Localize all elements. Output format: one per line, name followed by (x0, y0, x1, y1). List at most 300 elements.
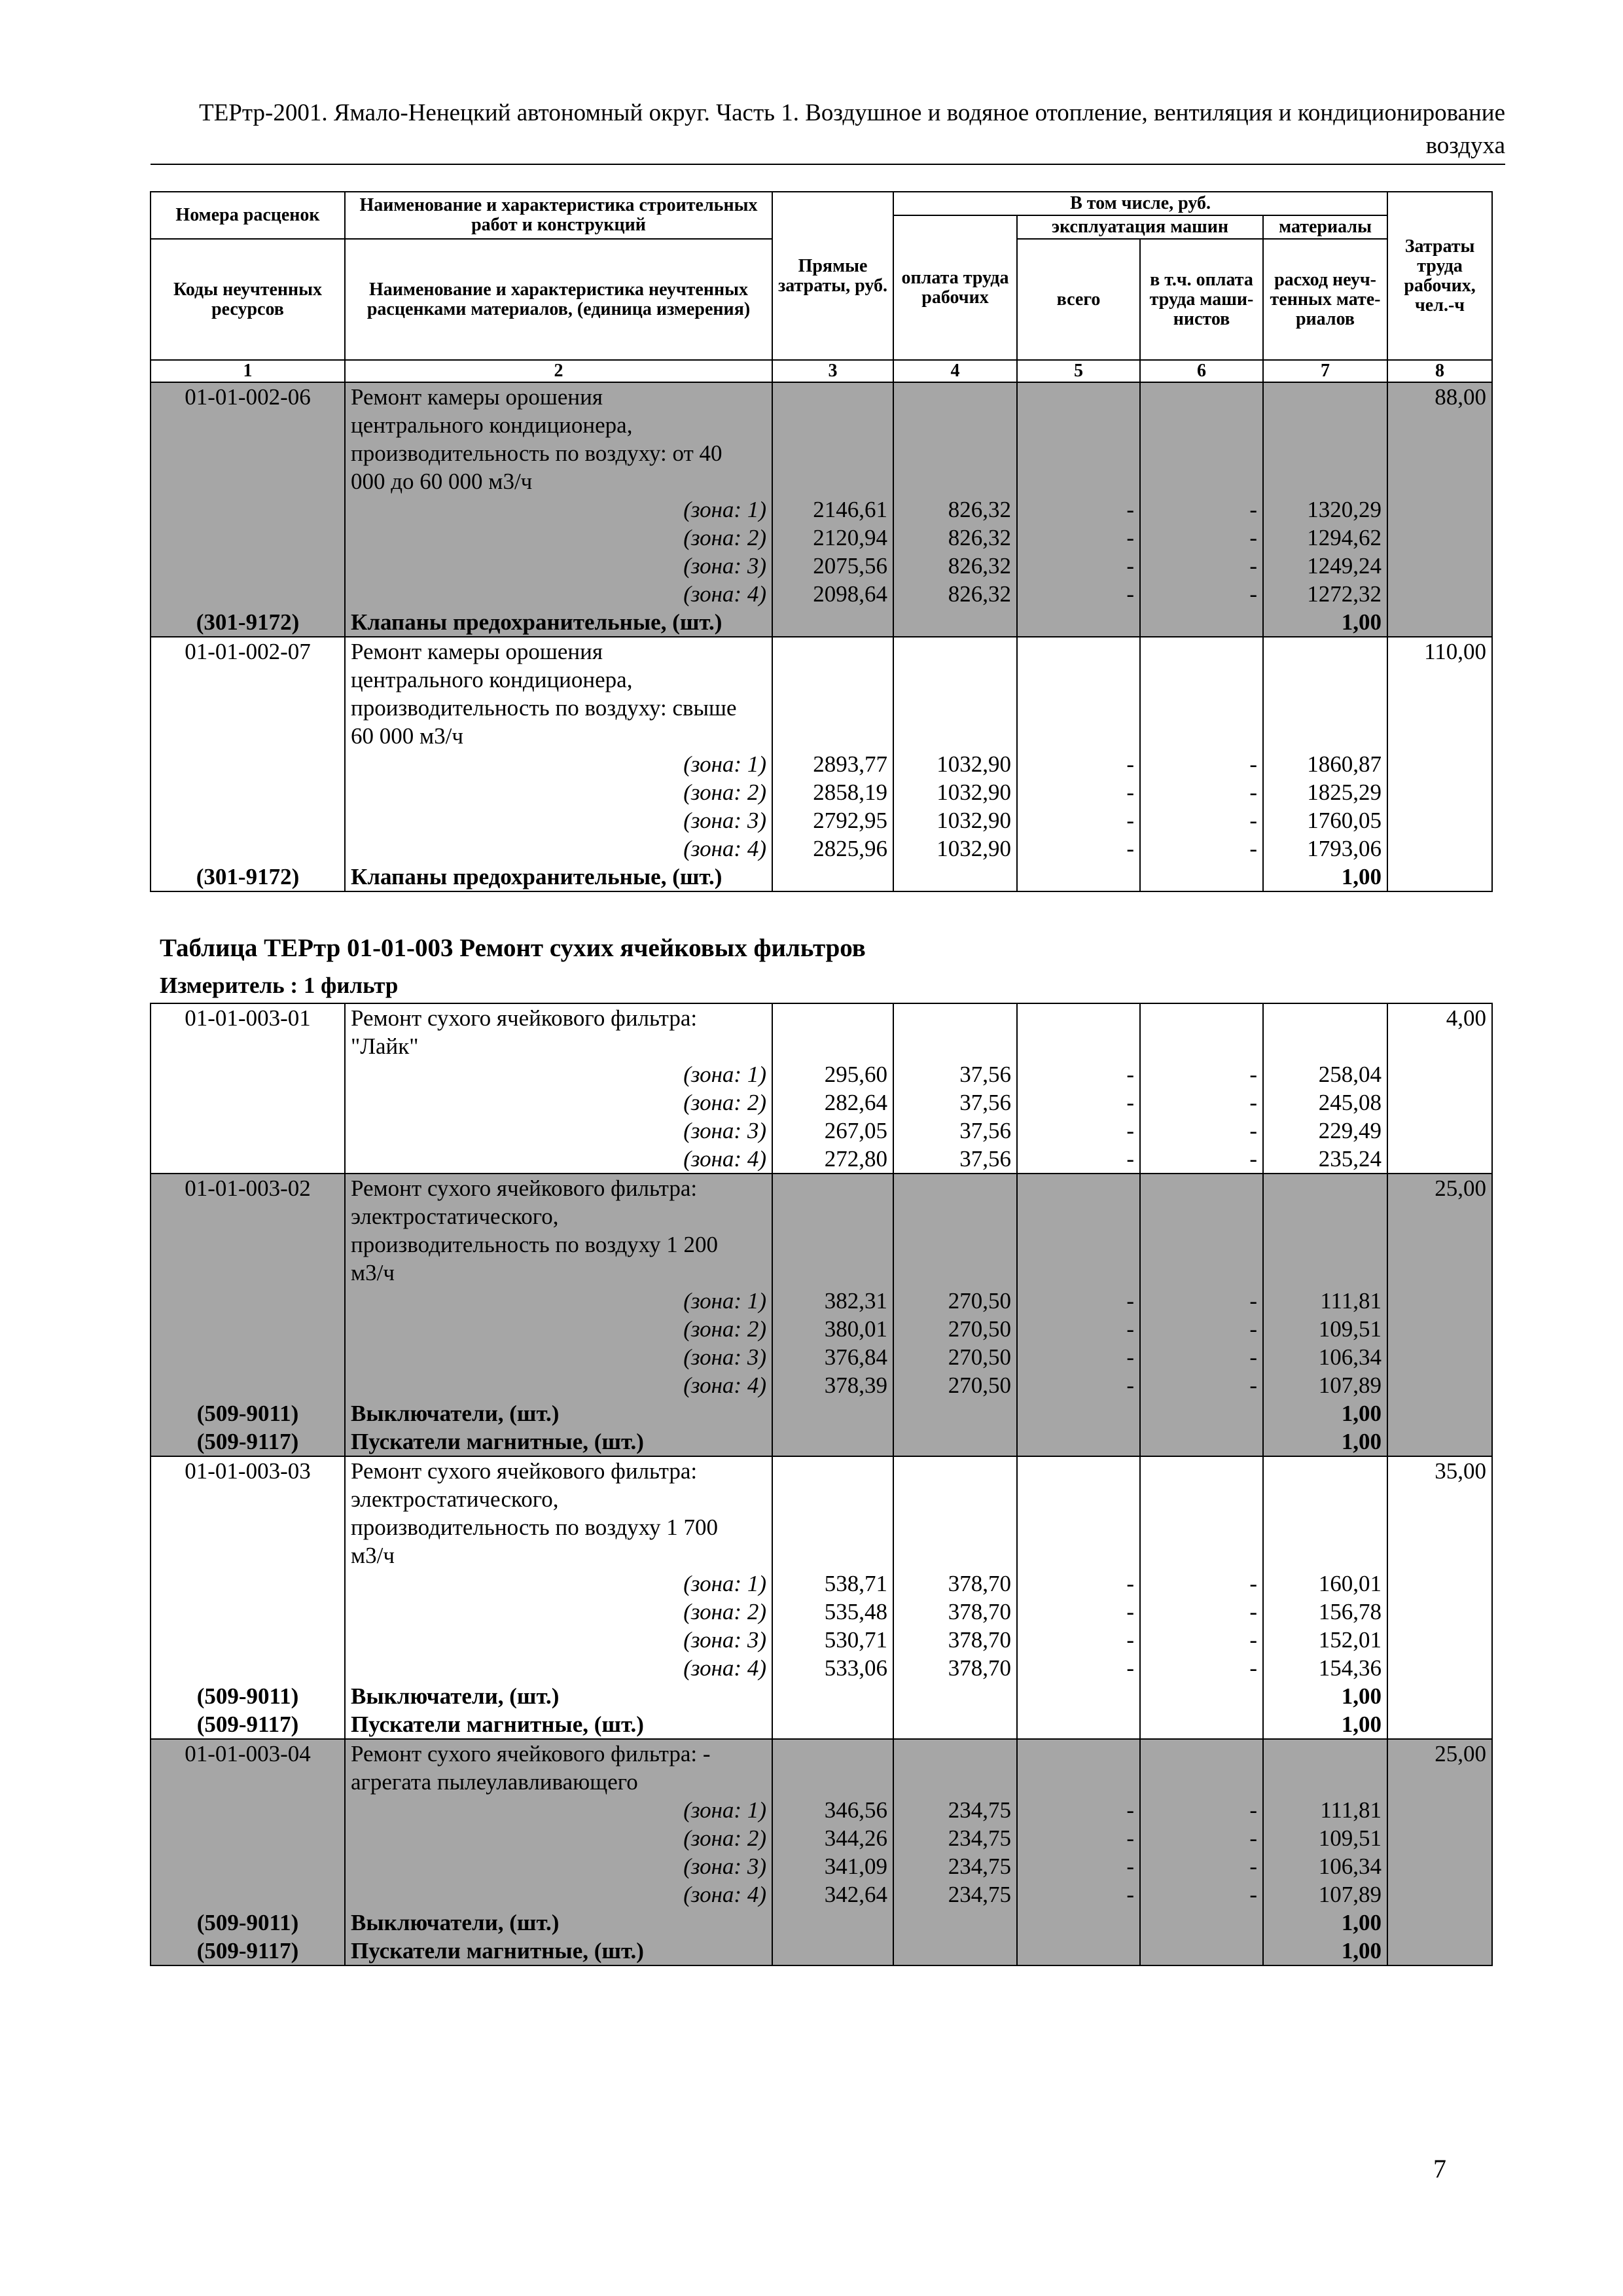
spacer (1269, 1004, 1382, 1032)
spacer (899, 1740, 1011, 1768)
spacer (778, 1457, 887, 1485)
value-cell (1263, 1174, 1387, 1456)
labor-pay: 378,70 (948, 1571, 1011, 1596)
spacer (156, 1654, 339, 1682)
labor-value: 35,00 (1435, 1458, 1486, 1484)
spacer (778, 1259, 887, 1287)
spacer (899, 1682, 1011, 1710)
rate-description-cell (345, 1739, 772, 1965)
spacer (1269, 411, 1382, 439)
spacer (1146, 1682, 1257, 1710)
rates-table-1 (150, 191, 1493, 892)
spacer (1146, 1541, 1257, 1570)
rate-code: 01-01-003-02 (185, 1175, 311, 1201)
col-num: 5 (1017, 360, 1140, 382)
direct-cost: 342,64 (824, 1882, 887, 1907)
description-line: центрального кондиционера, (351, 412, 633, 438)
spacer (778, 467, 887, 495)
spacer (1269, 383, 1382, 411)
machinists-pay: - (1249, 836, 1257, 861)
spacer (1146, 411, 1257, 439)
machines-total: - (1126, 1655, 1134, 1681)
direct-cost: 376,84 (824, 1344, 887, 1370)
machines-total: - (1126, 1571, 1134, 1596)
materials-cost: 1825,29 (1307, 780, 1382, 805)
spacer (899, 1909, 1011, 1937)
machines-total: - (1126, 836, 1134, 861)
zone-label: (зона: 4) (683, 1146, 766, 1172)
zone-label: (зона: 3) (683, 1627, 766, 1653)
spacer (778, 1541, 887, 1570)
resource-name: Клапаны предохранительные, (шт.) (351, 864, 722, 889)
column-numbers-row (151, 360, 1492, 382)
rate-code-cell (151, 1739, 345, 1965)
spacer (1146, 863, 1257, 891)
value-cell (772, 382, 893, 637)
spacer (156, 1088, 339, 1117)
value-cell (893, 1739, 1017, 1965)
value-cell (893, 1174, 1017, 1456)
spacer (156, 580, 339, 608)
labor-pay: 1032,90 (936, 836, 1011, 861)
labor-pay: 826,32 (948, 525, 1011, 550)
spacer (778, 863, 887, 891)
spacer (1146, 467, 1257, 495)
direct-cost: 538,71 (824, 1571, 887, 1596)
spacer (778, 666, 887, 694)
spacer (156, 1513, 339, 1541)
description-line: Ремонт сухого ячейкового фильтра: (351, 1458, 698, 1484)
value-cell (1263, 637, 1387, 891)
spacer (1146, 637, 1257, 666)
resource-qty: 1,00 (1341, 1429, 1382, 1454)
labor-pay: 234,75 (948, 1797, 1011, 1823)
value-cell (1017, 1174, 1140, 1456)
labor-pay: 378,70 (948, 1627, 1011, 1653)
direct-cost: 378,39 (824, 1372, 887, 1398)
spacer (899, 1202, 1011, 1230)
spacer (778, 1768, 887, 1796)
machines-total: - (1126, 1062, 1134, 1087)
spacer (1023, 666, 1134, 694)
spacer (1023, 467, 1134, 495)
resource-name: Пускатели магнитные, (шт.) (351, 1429, 644, 1454)
spacer (899, 1710, 1011, 1738)
spacer (778, 1004, 887, 1032)
spacer (156, 1230, 339, 1259)
spacer (156, 1541, 339, 1570)
zone-label: (зона: 4) (683, 836, 766, 861)
spacer (1023, 1513, 1134, 1541)
description-line: производительность по воздуху 1 200 (351, 1232, 718, 1257)
rate-row (151, 637, 1492, 891)
measure-line: Измеритель : 1 фильтр (160, 973, 399, 998)
spacer (1023, 863, 1134, 891)
col-num: 8 (1387, 360, 1492, 382)
spacer (899, 608, 1011, 636)
spacer (156, 552, 339, 580)
resource-name: Выключатели, (шт.) (351, 1683, 560, 1709)
direct-cost: 2120,94 (813, 525, 887, 550)
machinists-pay: - (1249, 1882, 1257, 1907)
labor-pay: 234,75 (948, 1882, 1011, 1907)
resource-qty: 1,00 (1341, 609, 1382, 635)
spacer (1146, 1399, 1257, 1427)
description-line: производительность по воздуху: свыше (351, 695, 737, 721)
zone-label: (зона: 2) (683, 1316, 766, 1342)
resource-code: (509-9011) (196, 1683, 299, 1709)
rate-code-cell (151, 1003, 345, 1174)
spacer (156, 834, 339, 863)
machinists-pay: - (1249, 1372, 1257, 1398)
spacer (156, 1060, 339, 1088)
resource-code: (301-9172) (196, 864, 300, 889)
zone-label: (зона: 4) (683, 581, 766, 607)
spacer (778, 1740, 887, 1768)
spacer (778, 411, 887, 439)
spacer (1023, 1485, 1134, 1513)
direct-cost: 535,48 (824, 1599, 887, 1624)
spacer (156, 694, 339, 722)
col-num: 4 (893, 360, 1017, 382)
materials-cost: 1760,05 (1307, 808, 1382, 833)
rate-row (151, 1456, 1492, 1739)
machines-total: - (1126, 1288, 1134, 1314)
resource-qty: 1,00 (1341, 1401, 1382, 1426)
description-line: "Лайк" (351, 1033, 419, 1059)
spacer (156, 1343, 339, 1371)
spacer (1269, 637, 1382, 666)
spacer (1146, 722, 1257, 750)
spacer (1269, 666, 1382, 694)
spacer (1146, 1909, 1257, 1937)
description-line: центрального кондиционера, (351, 667, 633, 692)
value-cell (893, 1003, 1017, 1174)
machinists-pay: - (1249, 1118, 1257, 1143)
rate-code-cell (151, 1174, 345, 1456)
rate-code-cell (151, 637, 345, 891)
value-cell (1263, 1739, 1387, 1965)
value-cell (1140, 1174, 1263, 1456)
resource-code: (509-9117) (196, 1429, 299, 1454)
zone-label: (зона: 3) (683, 553, 766, 579)
spacer (1023, 637, 1134, 666)
value-cell (1263, 1003, 1387, 1174)
rate-code: 01-01-002-06 (185, 384, 311, 410)
rate-row (151, 1003, 1492, 1174)
spacer (156, 778, 339, 806)
spacer (899, 1427, 1011, 1456)
spacer (156, 524, 339, 552)
machinists-pay: - (1249, 553, 1257, 579)
value-cell (1017, 1003, 1140, 1174)
spacer (778, 1710, 887, 1738)
value-cell (772, 1003, 893, 1174)
rate-description-cell (345, 382, 772, 637)
machinists-pay: - (1249, 1825, 1257, 1851)
machinists-pay: - (1249, 1599, 1257, 1624)
direct-cost: 2825,96 (813, 836, 887, 861)
labor-value: 88,00 (1435, 384, 1487, 410)
description-line: Ремонт камеры орошения (351, 639, 603, 664)
spacer (1269, 694, 1382, 722)
spacer (1023, 1230, 1134, 1259)
materials-cost: 1320,29 (1307, 497, 1382, 522)
spacer (1146, 1710, 1257, 1738)
description-line: Ремонт сухого ячейкового фильтра: (351, 1175, 698, 1201)
rates-table-2 (150, 1003, 1493, 1966)
spacer (1146, 383, 1257, 411)
labor-pay: 826,32 (948, 553, 1011, 579)
zone-label: (зона: 2) (683, 525, 766, 550)
materials-cost: 107,89 (1318, 1372, 1382, 1398)
machines-total: - (1126, 1316, 1134, 1342)
spacer (1023, 1740, 1134, 1768)
spacer (1146, 608, 1257, 636)
value-cell (1017, 637, 1140, 891)
spacer (156, 1824, 339, 1852)
value-cell (893, 1456, 1017, 1739)
description-line: производительность по воздуху: от 40 (351, 440, 722, 466)
materials-cost: 111,81 (1320, 1288, 1382, 1314)
labor-pay: 37,56 (959, 1062, 1011, 1087)
machinists-pay: - (1249, 1288, 1257, 1314)
direct-cost: 341,09 (824, 1854, 887, 1879)
value-cell (893, 382, 1017, 637)
zone-label: (зона: 2) (683, 1825, 766, 1851)
spacer (1269, 439, 1382, 467)
labor-value: 25,00 (1435, 1175, 1486, 1201)
resource-name: Пускатели магнитные, (шт.) (351, 1938, 644, 1964)
description-line: м3/ч (351, 1543, 395, 1568)
machines-total: - (1126, 1344, 1134, 1370)
rate-description-cell (345, 1003, 772, 1174)
spacer (1146, 1004, 1257, 1032)
spacer (156, 1117, 339, 1145)
zone-label: (зона: 2) (683, 1599, 766, 1624)
spacer (156, 1768, 339, 1796)
machinists-pay: - (1249, 1344, 1257, 1370)
value-cell (1140, 1456, 1263, 1739)
col-rashod: расход неуч-тенных мате-риалов (1263, 239, 1387, 360)
col-zatraty: Затраты труда рабочих, чел.-ч (1387, 192, 1492, 360)
col-num: 1 (151, 360, 345, 382)
machinists-pay: - (1249, 497, 1257, 522)
direct-cost: 267,05 (824, 1118, 887, 1143)
materials-cost: 1249,24 (1307, 553, 1382, 579)
materials-cost: 109,51 (1318, 1316, 1382, 1342)
spacer (1146, 1485, 1257, 1513)
materials-cost: 1860,87 (1307, 751, 1382, 777)
labor-pay: 270,50 (948, 1344, 1011, 1370)
direct-cost: 2075,56 (813, 553, 887, 579)
direct-cost: 380,01 (824, 1316, 887, 1342)
zone-label: (зона: 1) (683, 1797, 766, 1823)
labor-pay: 234,75 (948, 1854, 1011, 1879)
machines-total: - (1126, 1825, 1134, 1851)
spacer (156, 1315, 339, 1343)
value-cell (1387, 1174, 1492, 1456)
spacer (1023, 1202, 1134, 1230)
spacer (1269, 1740, 1382, 1768)
machinists-pay: - (1249, 1854, 1257, 1879)
resource-code: (509-9011) (196, 1910, 299, 1935)
resource-qty: 1,00 (1341, 864, 1382, 889)
machines-total: - (1126, 1627, 1134, 1653)
machinists-pay: - (1249, 1146, 1257, 1172)
spacer (778, 722, 887, 750)
col-oplata: оплата труда рабочих (893, 215, 1017, 360)
machines-total: - (1126, 1090, 1134, 1115)
machinists-pay: - (1249, 1655, 1257, 1681)
labor-pay: 378,70 (948, 1599, 1011, 1624)
zone-label: (зона: 3) (683, 1344, 766, 1370)
col-ekspl: эксплуатация машин (1017, 215, 1263, 239)
spacer (156, 467, 339, 495)
rate-code: 01-01-003-03 (185, 1458, 311, 1484)
zone-label: (зона: 3) (683, 1118, 766, 1143)
spacer (899, 666, 1011, 694)
resource-qty: 1,00 (1341, 1712, 1382, 1737)
direct-cost: 382,31 (824, 1288, 887, 1314)
machinists-pay: - (1249, 1627, 1257, 1653)
machines-total: - (1126, 525, 1134, 550)
value-cell (772, 1739, 893, 1965)
description-line: Ремонт сухого ячейкового фильтра: (351, 1005, 698, 1031)
direct-cost: 2792,95 (813, 808, 887, 833)
rate-code: 01-01-003-01 (185, 1005, 311, 1031)
spacer (778, 1937, 887, 1965)
spacer (1023, 1032, 1134, 1060)
spacer (899, 411, 1011, 439)
col-pryamye: Прямые затраты, руб. (772, 192, 893, 360)
spacer (1146, 1768, 1257, 1796)
spacer (156, 1202, 339, 1230)
rate-row (151, 382, 1492, 637)
zone-label: (зона: 4) (683, 1882, 766, 1907)
spacer (1023, 1457, 1134, 1485)
machinists-pay: - (1249, 1571, 1257, 1596)
description-line: агрегата пылеулавливающего (351, 1769, 638, 1795)
spacer (1023, 1710, 1134, 1738)
materials-cost: 1272,32 (1307, 581, 1382, 607)
machines-total: - (1126, 1797, 1134, 1823)
description-line: электростатического, (351, 1204, 559, 1229)
spacer (1146, 439, 1257, 467)
spacer (1023, 1768, 1134, 1796)
materials-cost: 109,51 (1318, 1825, 1382, 1851)
spacer (156, 1570, 339, 1598)
zone-label: (зона: 3) (683, 808, 766, 833)
materials-cost: 106,34 (1318, 1344, 1382, 1370)
value-cell (1017, 1456, 1140, 1739)
value-cell (772, 637, 893, 891)
col-num: 2 (345, 360, 772, 382)
machinists-pay: - (1249, 751, 1257, 777)
zone-label: (зона: 1) (683, 1288, 766, 1314)
spacer (1269, 1032, 1382, 1060)
value-cell (1140, 382, 1263, 637)
spacer (1023, 1427, 1134, 1456)
spacer (778, 1399, 887, 1427)
machines-total: - (1126, 1882, 1134, 1907)
value-cell (1140, 1739, 1263, 1965)
machinists-pay: - (1249, 525, 1257, 550)
description-line: Ремонт камеры орошения (351, 384, 603, 410)
spacer (899, 1541, 1011, 1570)
col-vtch: в т.ч. оплата труда маши-нистов (1140, 239, 1263, 360)
resource-code: (509-9011) (196, 1401, 299, 1426)
spacer (1146, 1937, 1257, 1965)
col-kody: Коды неучтенных ресурсов (151, 239, 345, 360)
resource-name: Клапаны предохранительные, (шт.) (351, 609, 722, 635)
rate-code: 01-01-002-07 (185, 639, 311, 664)
spacer (778, 1513, 887, 1541)
col-num: 3 (772, 360, 893, 382)
labor-pay: 1032,90 (936, 780, 1011, 805)
spacer (1269, 467, 1382, 495)
spacer (899, 1399, 1011, 1427)
spacer (1023, 1541, 1134, 1570)
spacer (1023, 1004, 1134, 1032)
spacer (1023, 1399, 1134, 1427)
machines-total: - (1126, 1118, 1134, 1143)
value-cell (1017, 1739, 1140, 1965)
spacer (1023, 1259, 1134, 1287)
materials-cost: 156,78 (1318, 1599, 1382, 1624)
resource-code: (509-9117) (196, 1938, 299, 1964)
value-cell (772, 1456, 893, 1739)
spacer (1146, 1174, 1257, 1202)
spacer (1146, 666, 1257, 694)
spacer (1023, 411, 1134, 439)
spacer (156, 1371, 339, 1399)
machinists-pay: - (1249, 808, 1257, 833)
zone-label: (зона: 1) (683, 1062, 766, 1087)
col-num: 7 (1263, 360, 1387, 382)
spacer (156, 439, 339, 467)
value-cell (1387, 1739, 1492, 1965)
rate-description-cell (345, 1456, 772, 1739)
machinists-pay: - (1249, 1062, 1257, 1087)
col-naim: Наименование и характеристика строительных работ и конструкций (345, 192, 772, 239)
value-cell (1387, 382, 1492, 637)
spacer (1146, 1457, 1257, 1485)
page-number: 7 (1433, 2154, 1446, 2183)
spacer (156, 1259, 339, 1287)
spacer (778, 383, 887, 411)
rate-description-cell (345, 1174, 772, 1456)
spacer (1269, 1259, 1382, 1287)
resource-qty: 1,00 (1341, 1910, 1382, 1935)
table-header (151, 192, 1492, 382)
resource-name: Выключатели, (шт.) (351, 1910, 560, 1935)
description-line: Ремонт сухого ячейкового фильтра: - (351, 1741, 711, 1767)
zone-label: (зона: 4) (683, 1372, 766, 1398)
materials-cost: 154,36 (1318, 1655, 1382, 1681)
description-line: м3/ч (351, 1260, 395, 1285)
spacer (1023, 1937, 1134, 1965)
description-line: электростатического, (351, 1486, 559, 1512)
description-line: 60 000 м3/ч (351, 723, 463, 749)
spacer (1146, 1202, 1257, 1230)
labor-pay: 1032,90 (936, 751, 1011, 777)
spacer (1023, 1682, 1134, 1710)
direct-cost: 2098,64 (813, 581, 887, 607)
description-line: 000 до 60 000 м3/ч (351, 469, 533, 494)
rate-row (151, 1174, 1492, 1456)
labor-pay: 378,70 (948, 1655, 1011, 1681)
